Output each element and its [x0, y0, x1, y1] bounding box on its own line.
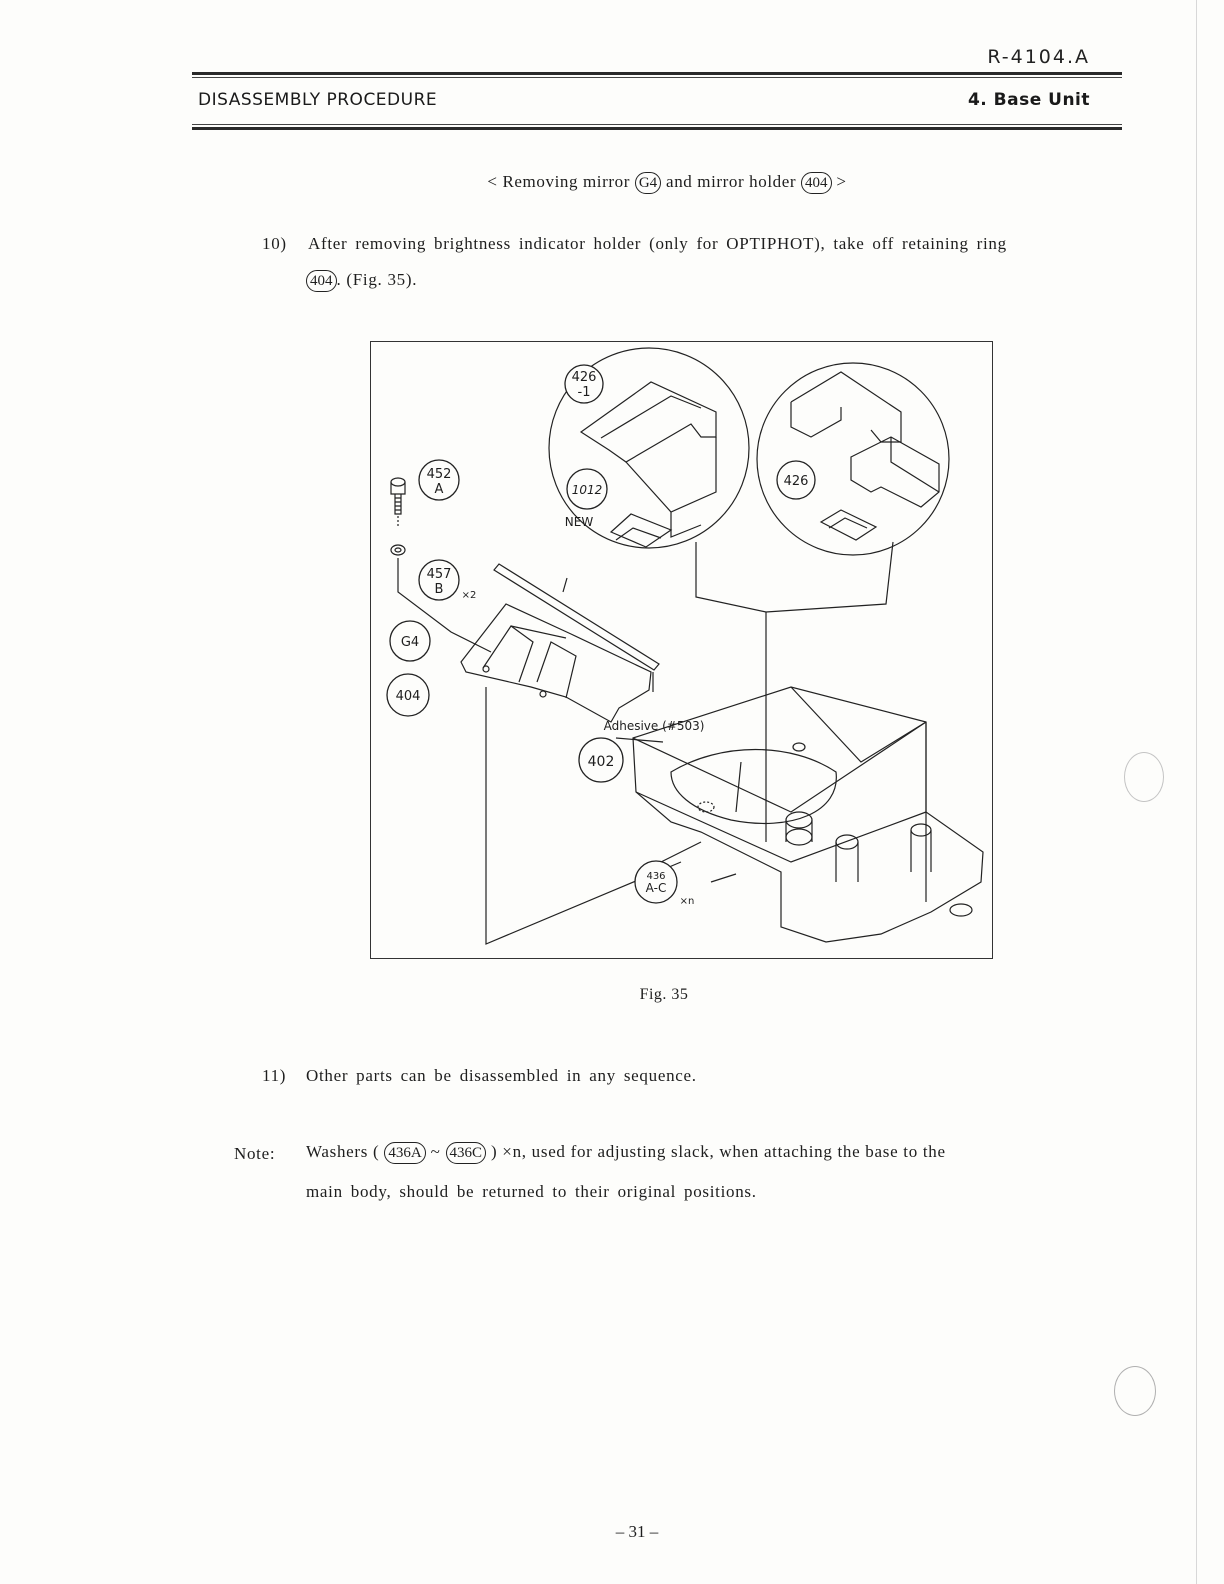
subheading [0, 172, 1224, 194]
step-11-text: Other parts can be disassembled in any sequence. [306, 1066, 697, 1085]
header-rule-top [192, 72, 1122, 75]
header-rule-bottom-thin [192, 124, 1122, 125]
label-426-1-bottom: -1 [577, 385, 591, 400]
label-g4: G4 [400, 635, 420, 650]
label-457-bottom: B [434, 582, 444, 597]
label-x2: ×2 [461, 590, 477, 601]
section-reference: 4. Base Unit [967, 90, 1090, 110]
label-xn: ×n [679, 896, 695, 907]
label-426-1-top: 426 [571, 370, 597, 385]
figure-35 [370, 341, 993, 959]
step-10-text: After removing brightness indicator holder (only for OPTIPHOT), take off retaining ring [308, 234, 1007, 253]
page-number: – 31 – [615, 1522, 659, 1541]
subheading-prefix: < Removing mirror [487, 172, 630, 191]
figure-caption: Fig. 35 [639, 986, 689, 1003]
label-404: 404 [395, 689, 421, 704]
punch-hole-mark [1114, 1366, 1156, 1416]
label-new: NEW [564, 515, 594, 529]
label-452-bottom: A [434, 482, 444, 497]
note-line2: main body, should be returned to their original positions. [306, 1182, 757, 1201]
label-436-bottom: A-C [645, 881, 667, 895]
page-edge [1196, 0, 1197, 1584]
label-426: 426 [783, 474, 809, 489]
subheading-middle: and mirror holder [666, 172, 797, 191]
label-452-top: 452 [426, 467, 452, 482]
part-436c-callout: 436C [446, 1142, 487, 1164]
label-adhesive: Adhesive (#503) [603, 719, 705, 733]
note-rest: used for adjusting slack, when attaching the base to the [531, 1142, 946, 1161]
step-11-number: 11) [262, 1066, 287, 1085]
step-10-figure-ref: . (Fig. 35). [336, 270, 418, 289]
exploded-view-diagram [371, 342, 992, 958]
label-436-top: 436 [646, 871, 666, 882]
detail-circle-right [757, 363, 949, 555]
subheading-suffix: > [836, 172, 847, 191]
note-label: Note: [234, 1144, 276, 1163]
punch-hole-mark [1124, 752, 1164, 802]
section-title: DISASSEMBLY PROCEDURE [198, 90, 438, 110]
header-rule-bottom [192, 127, 1122, 130]
header-rule-top-thin [192, 77, 1122, 78]
step-10-line2 [306, 268, 417, 292]
note-text [306, 1140, 1046, 1164]
part-436a-callout: 436A [384, 1142, 425, 1164]
step-10-number: 10) [262, 234, 287, 253]
label-457-top: 457 [426, 567, 452, 582]
part-404-callout: 404 [801, 172, 832, 194]
note-suffix: ) ×n, [490, 1142, 527, 1161]
note-washers: Washers ( [306, 1142, 380, 1161]
label-402: 402 [587, 754, 615, 770]
label-1012: 1012 [571, 483, 603, 497]
note-tilde: ~ [430, 1142, 441, 1161]
document-number: R-4104.A [987, 46, 1090, 68]
part-g4-callout: G4 [635, 172, 661, 194]
part-404-callout: 404 [306, 270, 337, 292]
